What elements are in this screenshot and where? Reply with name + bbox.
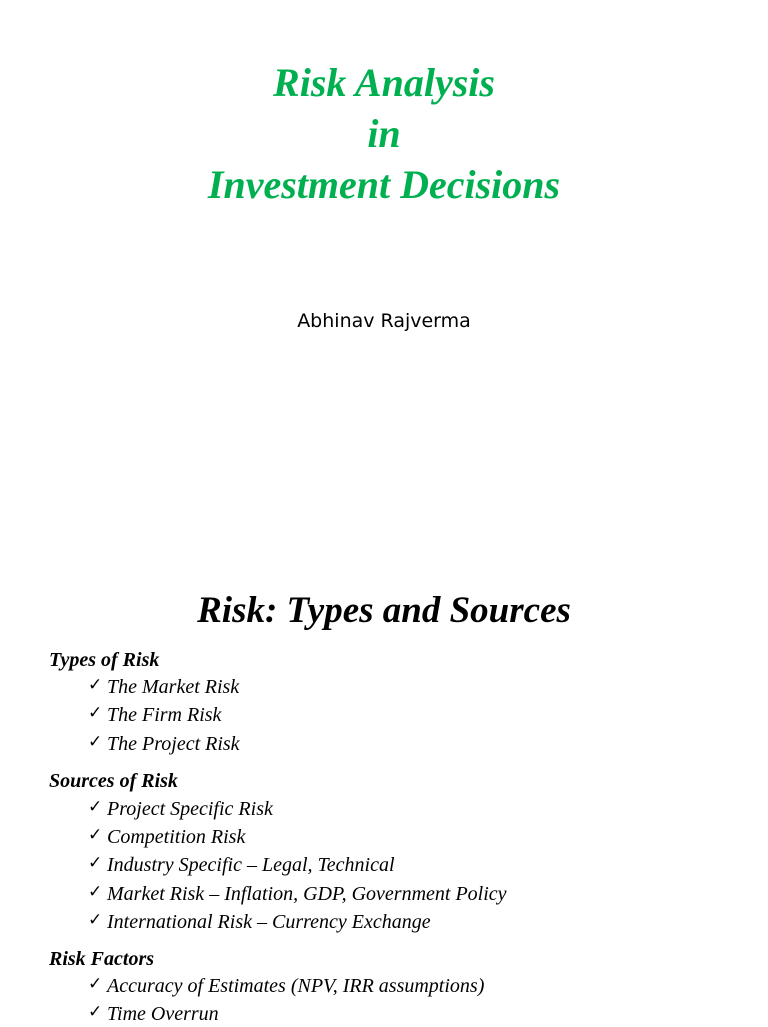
list-item-text: International Risk – Currency Exchange [107, 911, 431, 933]
check-icon: ✓ [88, 1002, 103, 1022]
list-item-text: Market Risk – Inflation, GDP, Government Policy [107, 883, 507, 905]
section-title-sources: Sources of Risk [49, 770, 178, 792]
list-item-text: The Market Risk [107, 676, 240, 698]
slide-heading: Risk: Types and Sources [197, 590, 571, 631]
check-icon: ✓ [88, 974, 103, 994]
list-item-text: The Firm Risk [107, 704, 222, 726]
check-icon: ✓ [88, 853, 103, 873]
list-item [88, 797, 273, 822]
list-item-text: Project Specific Risk [107, 798, 273, 820]
list-item-text: The Project Risk [107, 733, 240, 755]
list-item [88, 675, 239, 700]
section-title-factors: Risk Factors [49, 948, 155, 970]
title-line-2: in [367, 111, 401, 156]
title-line-1: Risk Analysis [273, 60, 495, 105]
check-icon: ✓ [88, 882, 103, 902]
list-item [88, 703, 221, 728]
check-icon: ✓ [88, 825, 103, 845]
check-icon: ✓ [88, 703, 103, 723]
list-item-text: Industry Specific – Legal, Technical [107, 854, 395, 876]
author-name: Abhinav Rajverma [297, 310, 471, 332]
list-item [88, 732, 240, 757]
list-item [88, 825, 245, 850]
title-line-3: Investment Decisions [207, 162, 561, 207]
list-item-text: Accuracy of Estimates (NPV, IRR assumptions) [107, 975, 485, 997]
list-item-text: Competition Risk [107, 826, 246, 848]
list-item [88, 1002, 219, 1027]
list-item-text: Time Overrun [107, 1003, 219, 1025]
check-icon: ✓ [88, 675, 103, 695]
list-item [88, 910, 431, 935]
check-icon: ✓ [88, 797, 103, 817]
check-icon: ✓ [88, 732, 103, 752]
list-item [88, 853, 395, 878]
section-title-types: Types of Risk [49, 649, 160, 671]
content-slide [0, 560, 768, 1024]
check-icon: ✓ [88, 910, 103, 930]
list-item [88, 974, 484, 999]
list-item [88, 882, 507, 907]
